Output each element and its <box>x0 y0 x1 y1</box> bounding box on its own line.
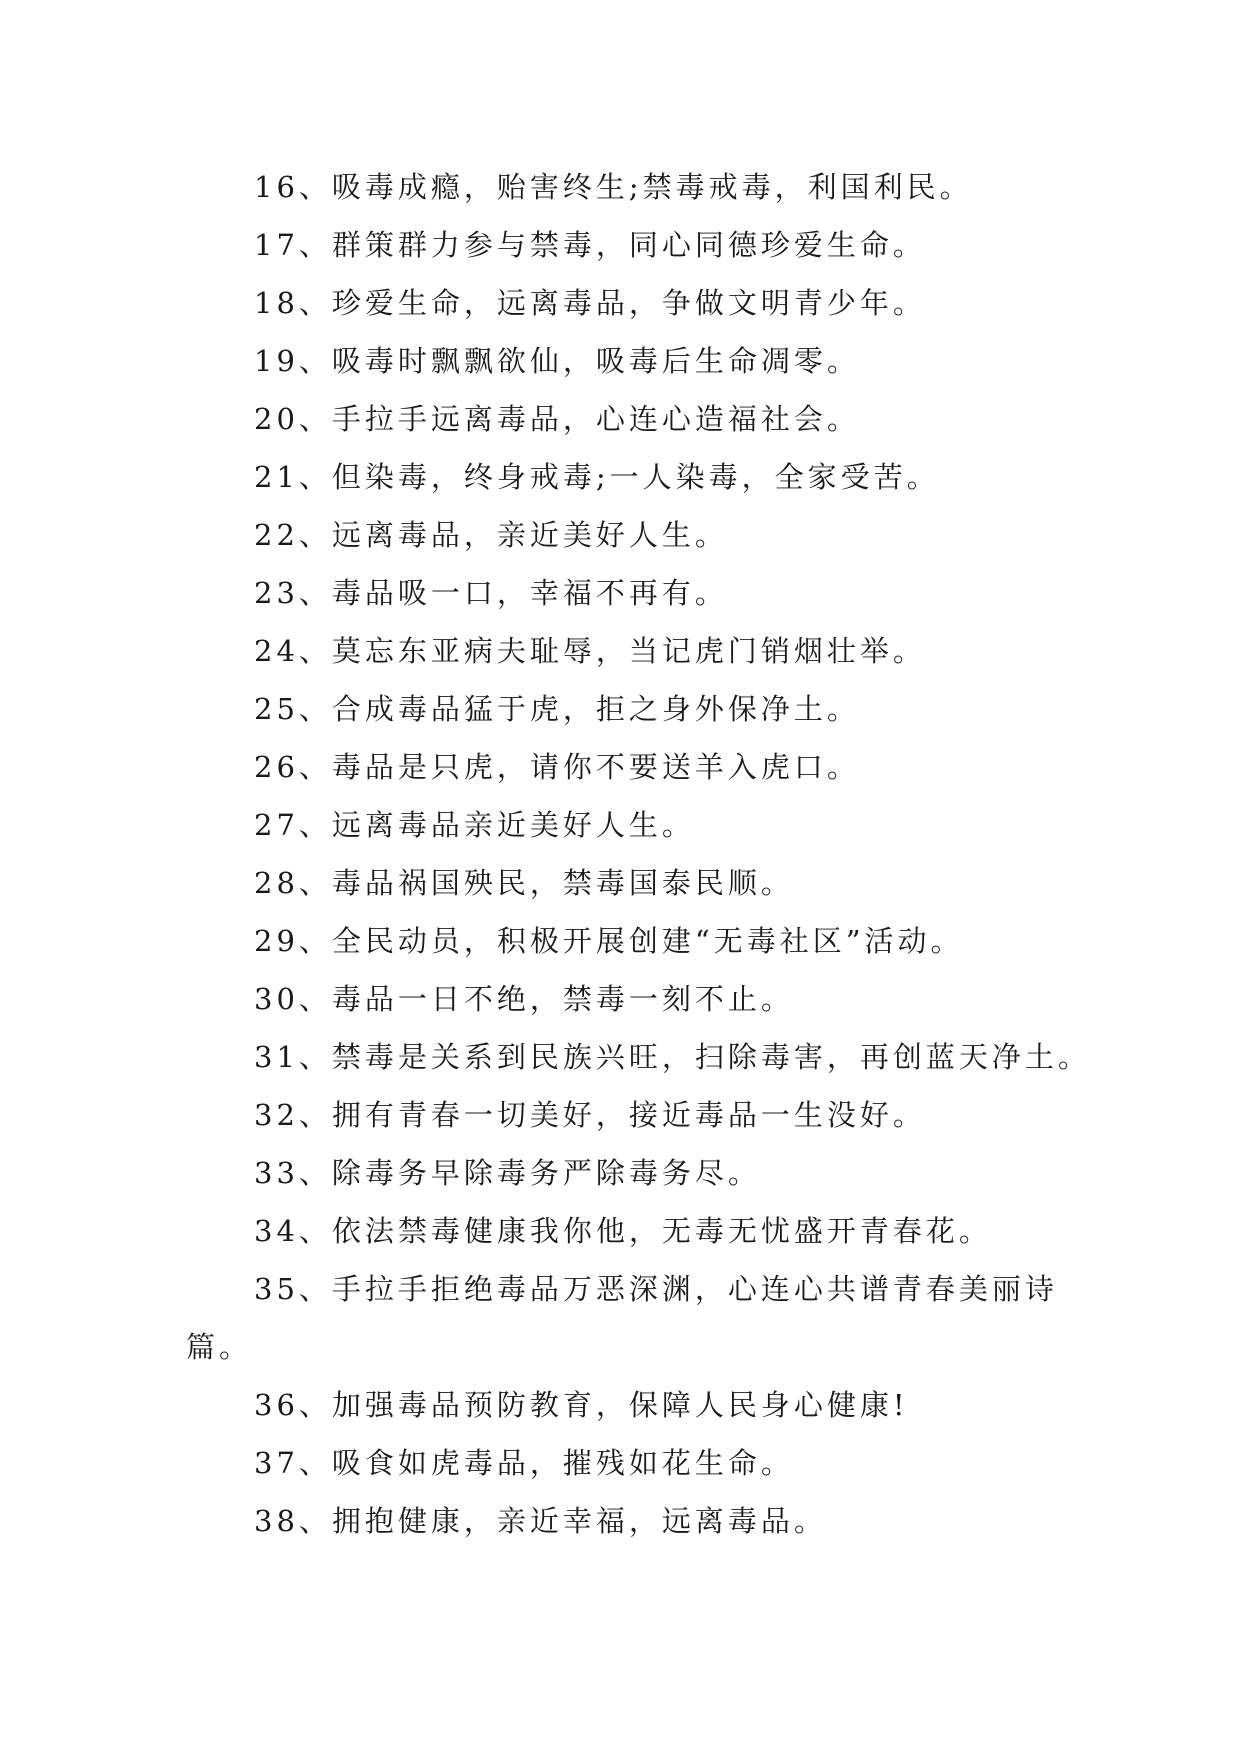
slogan-item: 30、毒品一日不绝，禁毒一刻不止。 <box>254 982 794 1016</box>
slogan-item: 26、毒品是只虎，请你不要送羊入虎口。 <box>254 750 860 784</box>
slogan-item: 33、除毒务早除毒务严除毒务尽。 <box>254 1156 761 1190</box>
slogan-item: 23、毒品吸一口，幸福不再有。 <box>254 576 728 610</box>
slogan-item: 20、手拉手远离毒品，心连心造福社会。 <box>254 402 860 436</box>
slogan-item: 32、拥有青春一切美好，接近毒品一生没好。 <box>254 1098 926 1132</box>
slogan-list <box>186 158 1091 1550</box>
slogan-item: 22、远离毒品，亲近美好人生。 <box>254 518 728 552</box>
slogan-item: 17、群策群力参与禁毒，同心同德珍爱生命。 <box>254 228 926 262</box>
slogan-item: 37、吸食如虎毒品，摧残如花生命。 <box>254 1446 794 1480</box>
slogan-item: 27、远离毒品亲近美好人生。 <box>254 808 695 842</box>
slogan-item: 29、全民动员，积极开展创建“无毒社区”活动。 <box>254 924 964 958</box>
slogan-item: 31、禁毒是关系到民族兴旺，扫除毒害，再创蓝天净土。 <box>254 1040 1091 1074</box>
slogan-item: 24、莫忘东亚病夫耻辱，当记虎门销烟壮举。 <box>254 634 926 668</box>
slogan-item: 38、拥抱健康，亲近幸福，远离毒品。 <box>254 1504 827 1538</box>
slogan-item: 35、手拉手拒绝毒品万恶深渊，心连心共谱青春美丽诗篇。 <box>186 1272 1058 1364</box>
slogan-item: 25、合成毒品猛于虎，拒之身外保净土。 <box>254 692 860 726</box>
slogan-item: 36、加强毒品预防教育，保障人民身心健康! <box>254 1388 909 1422</box>
slogan-item: 34、依法禁毒健康我你他，无毒无忧盛开青春花。 <box>254 1214 992 1248</box>
slogan-item: 18、珍爱生命，远离毒品，争做文明青少年。 <box>254 286 926 320</box>
slogan-item: 21、但染毒，终身戒毒;一人染毒，全家受苦。 <box>254 460 940 494</box>
slogan-item: 28、毒品祸国殃民，禁毒国泰民顺。 <box>254 866 794 900</box>
slogan-item: 16、吸毒成瘾，贻害终生;禁毒戒毒，利国利民。 <box>254 170 973 204</box>
slogan-item: 19、吸毒时飘飘欲仙，吸毒后生命凋零。 <box>254 344 860 378</box>
